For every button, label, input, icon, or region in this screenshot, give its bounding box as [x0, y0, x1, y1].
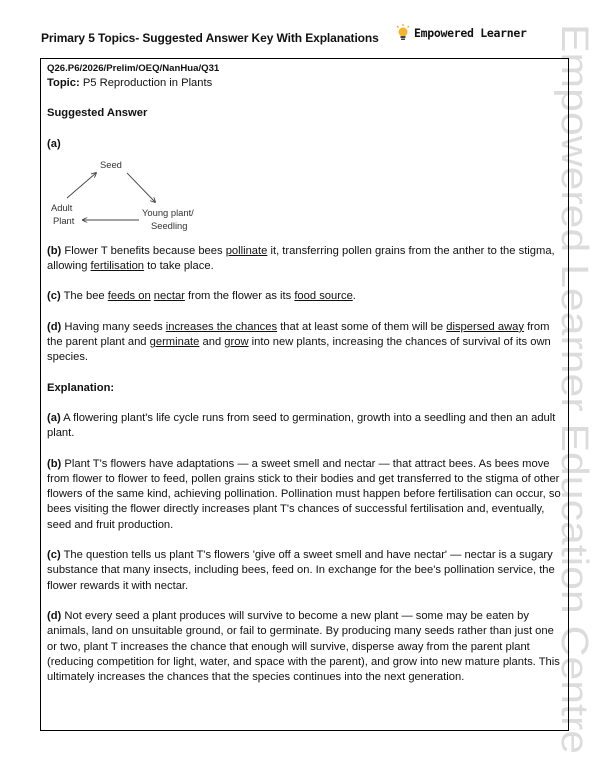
arrow-adult-to-seed [67, 173, 96, 198]
question-reference: Q26.P6/2026/Prelim/OEQ/NanHua/Q31 [47, 63, 220, 74]
diagram-young-label-2: Seedling [151, 219, 188, 231]
explanation-d-text: Not every seed a plant produces will survive to become a new plant — some may be eaten by animals, land on unsuitable ground, or fail to germinate. By producing many seeds rather than just one or two, plant T increases the chance that enough will survive, disperse away from the parent plant (reducing competition for light, water, and space with the parent), and grow into new mature plants. This ultimately increases the chances that the species continues into the next generation. [47, 609, 560, 684]
answer-c-text: from the flower as its [184, 290, 295, 303]
explanation-b-label: (b) [47, 457, 62, 470]
answer-d [47, 320, 563, 366]
explanation-c-text: The question tells us plant T's flowers 'give off a sweet smell and have nectar' — nectar is a sugary substance that many insects, including bees, feed on. In exchange for the bee's pollination service, the flower rewards it with nectar. [47, 549, 555, 592]
answer-c-label: (c) [47, 290, 61, 303]
explanation-a-label: (a) [47, 411, 61, 424]
keyword-increases-the-chances: increases the chances [165, 320, 278, 333]
topic-label: Topic: [47, 77, 80, 89]
keyword-fertilisation: fertilisation [90, 260, 145, 273]
answer-a-label: (a) [47, 137, 61, 150]
arrow-seed-to-young [127, 173, 155, 202]
brand-logo [396, 24, 527, 42]
keyword-germinate: germinate [149, 336, 200, 349]
answer-d-text: from the parent plant and [47, 320, 550, 349]
keyword-pollinate: pollinate [225, 244, 268, 257]
answer-c [47, 289, 563, 304]
answer-b-text: it, transferring pollen grains from the anther to the stigma, allowing [47, 244, 555, 273]
page-header-title: Primary 5 Topics- Suggested Answer Key With Explanations [41, 31, 379, 45]
logo-text: Empowered Learner [414, 26, 527, 40]
answer-c-text: . [352, 290, 356, 303]
explanation-d [47, 609, 563, 685]
explanation-b [47, 457, 563, 533]
keyword-nectar: nectar [153, 290, 185, 303]
answer-content [47, 62, 563, 685]
explanation-a [47, 411, 563, 442]
answer-d-text: that at least some of them will be [277, 320, 447, 333]
diagram-adult-label-1: Adult [51, 201, 73, 213]
answer-b-text: Flower T benefits because bees [61, 244, 226, 257]
keyword-dispersed-away: dispersed away [446, 320, 524, 333]
explanation-c [47, 548, 563, 594]
topic-line [47, 76, 563, 91]
keyword-grow: grow [224, 336, 249, 349]
answer-b-text: to take place. [144, 260, 214, 273]
answer-b [47, 244, 563, 275]
answer-b-label: (b) [47, 244, 62, 257]
explanation-b-text: Plant T's flowers have adaptations — a sweet smell and nectar — that attract bees. As bees move from flower to flower to feed, pollen grains stick to their bodies and get transferred to the stigma of other flowers of the same kind, achieving pollination. Pollination must happen before fertilisation can occur, so bees visiting the flower directly increases plant T's chances of successful fertilisation and, eventually, seed and fruit production. [47, 457, 561, 531]
topic-value: P5 Reproduction in Plants [79, 77, 213, 89]
keyword-food-source: food source [294, 290, 353, 303]
diagram-young-label-1: Young plant/ [142, 206, 194, 218]
watermark-text: Empowered Learner Education Centre [553, 24, 595, 673]
suggested-answer-heading: Suggested Answer [47, 107, 148, 120]
keyword-feeds-on: feeds on [107, 290, 151, 303]
explanation-a-text: A flowering plant's life cycle runs from seed to germination, growth into a seedling and then an adult plant. [47, 411, 556, 440]
life-cycle-diagram [47, 154, 247, 234]
diagram-seed-label: Seed [100, 158, 122, 170]
answer-c-text: The bee [60, 290, 108, 303]
explanation-c-label: (c) [47, 549, 61, 562]
answer-d-text: Having many seeds [61, 320, 166, 333]
diagram-adult-label-2: Plant [53, 214, 75, 226]
answer-d-label: (d) [47, 320, 62, 333]
explanation-heading: Explanation: [47, 381, 115, 394]
answer-d-text: and [199, 336, 225, 349]
answer-d-text: into new plants, increasing the chances of survival of its own species. [47, 336, 551, 364]
explanation-d-label: (d) [47, 609, 62, 622]
lightbulb-icon [396, 24, 410, 42]
